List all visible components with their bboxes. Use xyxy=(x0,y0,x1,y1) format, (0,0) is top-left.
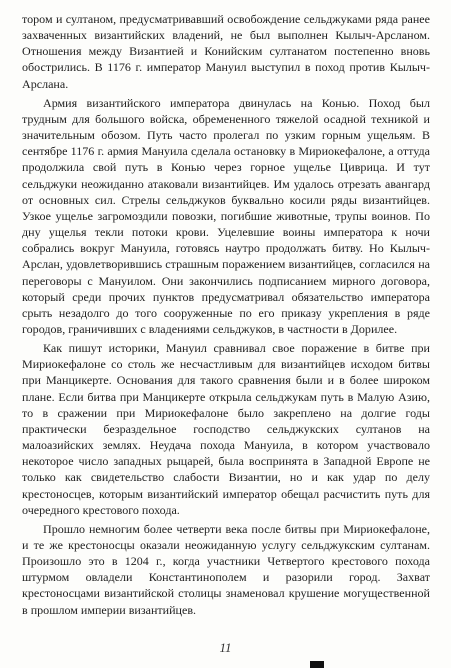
scan-edge-mark xyxy=(310,661,324,668)
body-text xyxy=(22,11,430,621)
paragraph-comparison: Как пишут историки, Мануил сравнивал свое поражение в битве при Мириокефалоне со столь же несчастливым для византийцев исходом битвы при Манцикерте. Основания для такого сравнения были и в более широком плане. Если битва при Манцикерте открыла сельджукам путь в Малую Азию, то в сражении при Мириокефалоне было закреплено на долгие годы практически безраздельное господство сельджукских султанов на малоазийских землях. Неудача похода Мануила, в котором участвовало некоторое число западных рыцарей, была воспринята в Западной Европе не только как свидетельство слабости Византии, но и как удар по делу крестоносцев, которым византийский император обещал расчистить путь для очередного крестового похода. xyxy=(22,341,430,517)
paragraph-continuation: тором и султаном, предусматривавший освобождение сельджуками ряда ранее захваченных византийских владений, не был выполнен Кылыч-Арсланом. Отношения между Византией и Конийским султанатом постепенно вновь обострились. В 1176 г. император Мануил выступил в поход против Кылыч-Арслана. xyxy=(22,12,430,91)
paragraph-campaign: Армия византийского императора двинулась на Конью. Поход был трудным для большого войска, обремененного тяжелой осадной техникой и значительным обозом. Путь часто пролегал по узким горным ущельям. В сентябре 1176 г. армия Мануила сделала остановку в Мириокефалоне, а оттуда продолжила свой путь в Конью через горное ущелье Циврица. И тут сельджуки неожиданно атаковали византийцев. Им удалось отрезать авангард от основных сил. Стрелы сельджуков буквально косили ряды византийцев. Узкое ущелье загромоздили повозки, погибшие животные, трупы воинов. По дну ущелья текли потоки крови. Уцелевшие воины императора к ночи собрались вокруг Мануила, готовясь наутро продолжать битву. Но Кылыч-Арслан, удовлетворившись страшным поражением византийцев, согласился на переговоры с Мануилом. Они закончились подписанием мирного договора, который среди прочих пунктов предусматривал обязательство императора срыть незадолго до того сооруженные по его приказу укрепления в ряде городов, граничивших с владениями сельджуков, в частности в Дорилее. xyxy=(22,95,430,336)
page-number: 11 xyxy=(219,640,232,655)
paragraph-fourth-crusade: Прошло немногим более четверти века после битвы при Мириокефалоне, и те же крестоносцы оказали неожиданную услугу сельджукским султанам. Произошло это в 1204 г., когда участники Четвертого крестового похода штурмом овладели Константинополем и разорили город. Захват крестоносцами византийской столицы знаменовал крушение могущественной в прошлом империи византийцев. xyxy=(22,521,430,617)
